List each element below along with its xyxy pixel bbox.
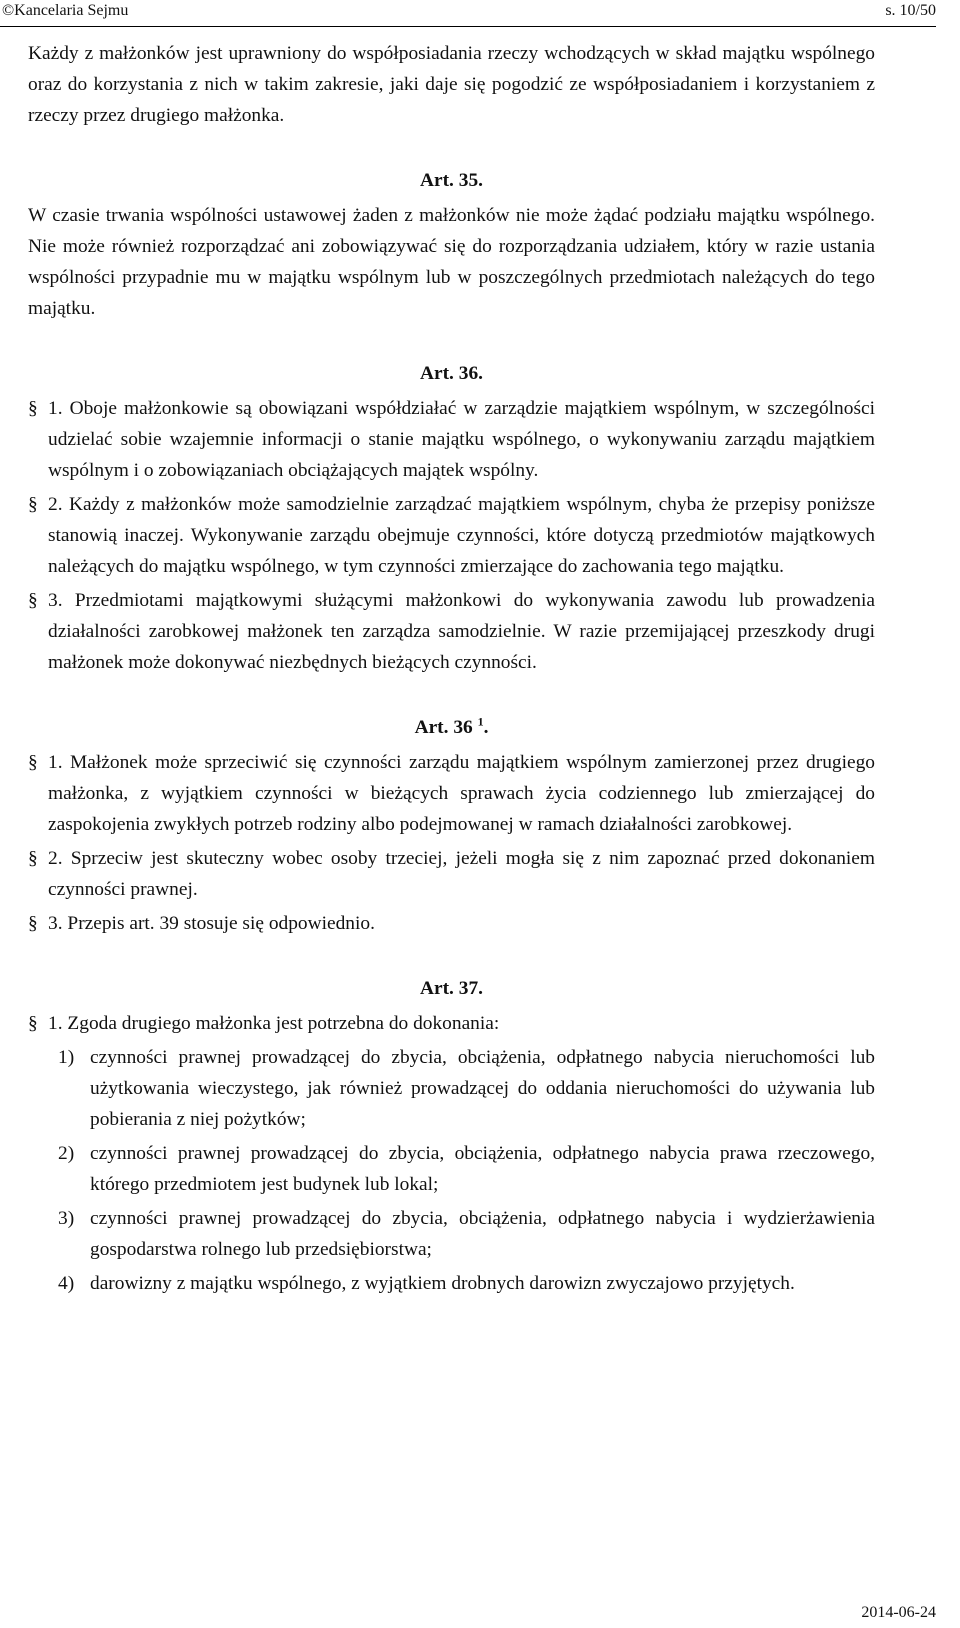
art-36-1-para-2 xyxy=(28,843,875,905)
section-sign: § xyxy=(28,590,38,611)
art-37-item-3 xyxy=(58,1203,875,1265)
para-label: 3. xyxy=(48,913,63,934)
header-page-number: s. 10/50 xyxy=(885,2,936,19)
para-text: Zgoda drugiego małżonka jest potrzebna do dokonania: xyxy=(67,1013,500,1034)
para-text: Sprzeciw jest skuteczny wobec osoby trzeciej, jeżeli mogła się z nim zapoznać przed dokonaniem czynności prawnej. xyxy=(48,848,875,900)
para-text: Każdy z małżonków może samodzielnie zarządzać majątkiem wspólnym, chyba że przepisy poniższe stanowią inaczej. Wykonywanie zarządu obejmuje czynności, które dotyczą przedmiotów majątkowych należących do majątku wspólnego, w tym czynności zmierzające do zachowania tego majątku. xyxy=(48,494,875,577)
page-header xyxy=(0,0,936,27)
para-label: 1. xyxy=(48,398,63,419)
art-35-text: W czasie trwania wspólności ustawowej żaden z małżonków nie może żądać podziału majątku wspólnego. Nie może również rozporządzać ani zobowiązywać się do rozporządzania udziałem, który w razie ustania wspólności przypadnie mu w majątku wspólnym lub w poszczególnych przedmiotach należących do tego majątku. xyxy=(28,205,875,319)
para-label: 1. xyxy=(48,752,63,773)
document-body xyxy=(28,38,875,1299)
page-footer-date: 2014-06-24 xyxy=(861,1604,936,1621)
art-35-title: Art. 35. xyxy=(419,170,483,191)
section-sign: § xyxy=(28,398,38,419)
art-36-title: Art. 36. xyxy=(419,363,483,384)
section-sign: § xyxy=(28,752,38,773)
section-sign: § xyxy=(28,494,38,515)
art-36-1-para-3 xyxy=(28,908,875,939)
para-label: 3. xyxy=(48,590,63,611)
section-sign: § xyxy=(28,1013,38,1034)
art-36-para-1 xyxy=(28,393,875,486)
art-36-1-para-1 xyxy=(28,747,875,840)
item-number: 1) xyxy=(58,1047,75,1068)
item-number: 2) xyxy=(58,1143,75,1164)
para-text: Przepis art. 39 stosuje się odpowiednio. xyxy=(67,913,375,934)
art-37-para-1 xyxy=(28,1008,875,1039)
section-sign: § xyxy=(28,913,38,934)
art-36-para-3 xyxy=(28,585,875,678)
item-number: 4) xyxy=(58,1273,75,1294)
para-label: 2. xyxy=(48,494,63,515)
art-37-title: Art. 37. xyxy=(419,978,483,999)
item-number: 3) xyxy=(58,1208,75,1229)
item-text: czynności prawnej prowadzącej do zbycia, obciążenia, odpłatnego nabycia prawa rzeczowego, którego przedmiotem jest budynek lub lokal; xyxy=(90,1143,875,1195)
art-37-item-4 xyxy=(58,1268,875,1299)
item-text: czynności prawnej prowadzącej do zbycia, obciążenia, odpłatnego nabycia i wydzierżawienia gospodarstwa rolnego lub przedsiębiorstwa; xyxy=(90,1208,875,1260)
para-text: Małżonek może sprzeciwić się czynności zarządu majątkiem wspólnym zamierzonej przez drugiego małżonka, z wyjątkiem czynności w bieżących sprawach życia codziennego lub zmierzającej do zaspokojenia zwykłych potrzeb rodziny albo podejmowanej w ramach działalności zarobkowej. xyxy=(48,752,875,835)
art-37-item-2 xyxy=(58,1138,875,1200)
art-36-para-2 xyxy=(28,489,875,582)
para-label: 2. xyxy=(48,848,63,869)
art-36-1-title: Art. 36 $^1$. xyxy=(414,714,489,738)
header-copyright: ©Kancelaria Sejmu xyxy=(2,2,129,19)
para-text: Oboje małżonkowie są obowiązani współdziałać w zarządzie majątkiem wspólnym, w szczególności udzielać sobie wzajemnie informacji o stanie majątku wspólnego, o wykonywaniu zarządu majątkiem wspólnym i o zobowiązaniach obciążających majątek wspólny. xyxy=(48,398,875,481)
para-text: Przedmiotami majątkowymi służącymi małżonkowi do wykonywania zawodu lub prowadzenia działalności zarobkowej małżonek ten zarządza samodzielnie. W razie przemijającej przeszkody drugi małżonek może dokonywać niezbędnych bieżących czynności. xyxy=(48,590,875,673)
section-sign: § xyxy=(28,848,38,869)
para-label: 1. xyxy=(48,1013,63,1034)
item-text: darowizny z majątku wspólnego, z wyjątkiem drobnych darowizn zwyczajowo przyjętych. xyxy=(90,1273,795,1294)
intro-paragraph: Każdy z małżonków jest uprawniony do współposiadania rzeczy wchodzących w skład majątku wspólnego oraz do korzystania z nich w takim zakresie, jaki daje się pogodzić ze współposiadaniem i korzystaniem z rzeczy przez drugiego małżonka. xyxy=(28,43,875,126)
art-37-item-1 xyxy=(58,1042,875,1135)
item-text: czynności prawnej prowadzącej do zbycia, obciążenia, odpłatnego nabycia nieruchomości lub użytkowania wieczystego, jak również prowadzącej do oddania nieruchomości do używania lub pobierania z niej pożytków; xyxy=(90,1047,875,1130)
superscript: 1 xyxy=(477,714,484,729)
